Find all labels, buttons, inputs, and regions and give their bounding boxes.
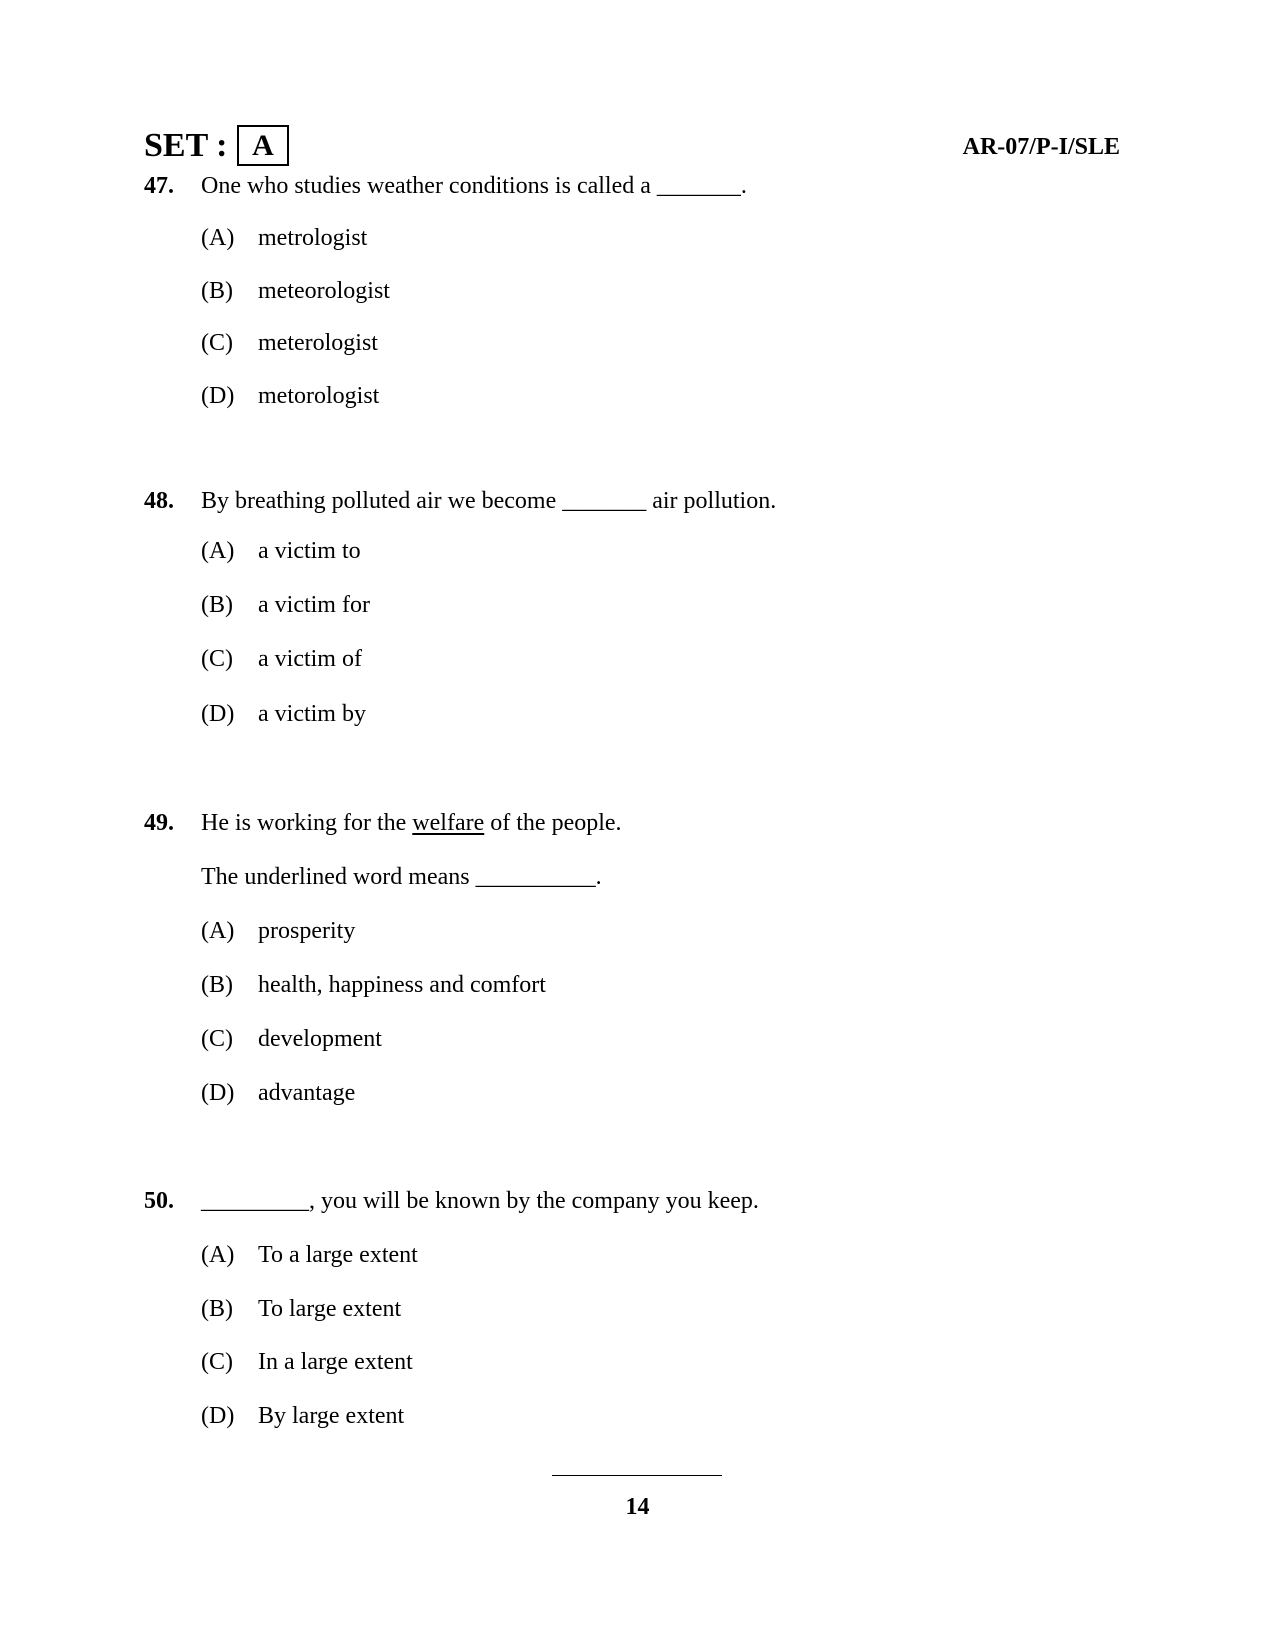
- option-text: prosperity: [258, 918, 356, 944]
- option-text: To a large extent: [258, 1242, 418, 1268]
- question-number: 47.: [144, 173, 174, 199]
- option-letter: (A): [201, 918, 235, 944]
- option-c[interactable]: [201, 1345, 413, 1379]
- option-text: a victim of: [258, 646, 362, 672]
- option-c[interactable]: [201, 642, 362, 676]
- question-text-before: He is working for the: [201, 810, 413, 836]
- option-a[interactable]: [201, 221, 367, 255]
- option-letter: (B): [201, 972, 233, 998]
- option-a[interactable]: [201, 534, 361, 568]
- option-a[interactable]: [201, 914, 355, 948]
- option-letter: (D): [201, 1403, 235, 1429]
- option-letter: (B): [201, 592, 233, 618]
- option-d[interactable]: [201, 379, 379, 413]
- option-c[interactable]: [201, 1022, 382, 1056]
- question-text: By breathing polluted air we become _______ air pollution.: [201, 488, 777, 514]
- option-letter: (B): [201, 278, 233, 304]
- question-text: _________, you will be known by the company you keep.: [201, 1188, 759, 1214]
- underlined-word: welfare: [412, 810, 485, 836]
- option-letter: (C): [201, 330, 233, 356]
- option-b[interactable]: [201, 968, 546, 1002]
- option-d[interactable]: [201, 697, 366, 731]
- question-text: One who studies weather conditions is called a _______.: [201, 173, 747, 199]
- option-text: By large extent: [258, 1403, 405, 1429]
- option-c[interactable]: [201, 326, 378, 360]
- option-letter: (D): [201, 383, 235, 409]
- option-letter: (A): [201, 225, 235, 251]
- option-letter: (D): [201, 701, 235, 727]
- question-subtext: The underlined word means __________.: [201, 864, 602, 890]
- option-d[interactable]: [201, 1076, 355, 1110]
- option-b[interactable]: [201, 1292, 401, 1326]
- option-text: metorologist: [258, 383, 380, 409]
- question-number: 50.: [144, 1188, 174, 1214]
- page-header: [144, 124, 1120, 168]
- option-letter: (B): [201, 1296, 233, 1322]
- option-text: meterologist: [258, 330, 378, 356]
- page-number: 14: [625, 1494, 650, 1520]
- option-b[interactable]: [201, 274, 390, 308]
- option-text: metrologist: [258, 225, 368, 251]
- set-value-box: A: [237, 125, 289, 166]
- option-letter: (A): [201, 1242, 235, 1268]
- option-d[interactable]: [201, 1399, 404, 1433]
- option-text: a victim to: [258, 538, 361, 564]
- option-letter: (A): [201, 538, 235, 564]
- option-text: In a large extent: [258, 1349, 413, 1375]
- option-text: To large extent: [258, 1296, 402, 1322]
- option-letter: (D): [201, 1080, 235, 1106]
- question-number: 48.: [144, 488, 174, 514]
- option-text: meteorologist: [258, 278, 390, 304]
- option-text: a victim by: [258, 701, 366, 727]
- option-letter: (C): [201, 1026, 233, 1052]
- option-text: development: [258, 1026, 382, 1052]
- option-b[interactable]: [201, 588, 370, 622]
- option-text: health, happiness and comfort: [258, 972, 546, 998]
- option-text: a victim for: [258, 592, 370, 618]
- question-text: [201, 806, 622, 840]
- option-letter: (C): [201, 1349, 233, 1375]
- option-text: advantage: [258, 1080, 356, 1106]
- footer-divider: [552, 1475, 722, 1476]
- option-letter: (C): [201, 646, 233, 672]
- question-text-after: of the people.: [484, 810, 622, 836]
- option-a[interactable]: [201, 1238, 418, 1272]
- paper-code: AR-07/P-I/SLE: [962, 134, 1120, 160]
- set-label: SET :: [144, 127, 228, 164]
- question-number: 49.: [144, 810, 174, 836]
